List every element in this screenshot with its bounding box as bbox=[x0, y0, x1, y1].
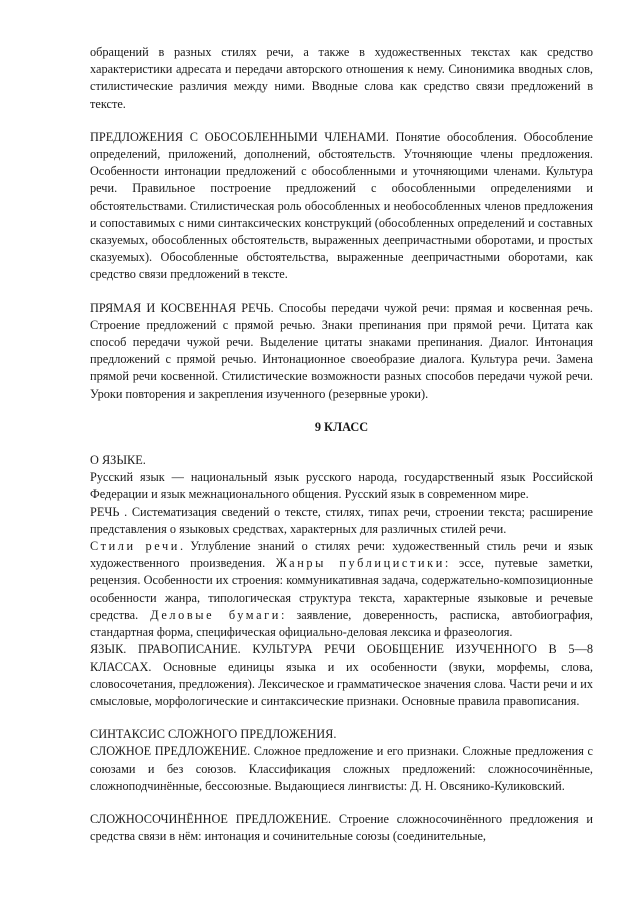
paragraph-syntax-heading: СИНТАКСИС СЛОЖНОГО ПРЕДЛОЖЕНИЯ. bbox=[90, 727, 337, 742]
paragraph-about-language: О ЯЗЫКЕ. bbox=[90, 453, 146, 468]
paragraph-direct-speech: ПРЯМАЯ И КОСВЕННАЯ РЕЧЬ. Способы передачи чужой речи: прямая и косвенная речь. Строение предложений с прямой речью. Знаки препинания при прямой речи. Цитата как способ передачи чужой речи. Выделение цитаты знаками препинания. Диалог. Интонация предложений с прямой речью. Интонационное своеобразие диалога. Культура речи. Замена прямой речи косвенной. Стилистические возможности разных способов передачи чужой речи. Уроки повторения и закрепления изученного (резервные уроки). bbox=[90, 300, 593, 401]
paragraph-gap bbox=[90, 113, 593, 129]
paragraph-isolated-members: ПРЕДЛОЖЕНИЯ С ОБОСОБЛЕННЫМИ ЧЛЕНАМИ. Понятие обособления. Обособление определений, приложений, дополнений, обстоятельств. Уточняющие члены предложения. Особенности интонации предложений с обособленными и уточняющими членами. Культура речи. Правильное построение предложений с обособленными определениями и обстоятельствами. Стилистическая роль обособленных и необособленных членов предложения и сопоставимых с ними синтаксических конструкций (обособленных определений и составных сказуемых, обособленных обстоятельств, выраженных деепричастными оборотами, и простых сказуемых). Обособленные обстоятельства, выраженные деепричастными оборотами, как средство связи предложений в тексте. bbox=[90, 129, 593, 282]
spaced-term: Жанры публицистики bbox=[275, 556, 445, 571]
paragraph-russian-language: Русский язык — национальный язык русского народа, государственный язык Российской Федерации и язык межнационального общения. Русский язык в современном мире. bbox=[90, 470, 593, 502]
paragraph-gap bbox=[90, 795, 593, 811]
grade-heading: 9 КЛАСС bbox=[314, 419, 369, 434]
text-fragment: : заявление, доверенность, расписка, автобиография, стандартная форма, специфическая официально-деловая лексика и фразеология. bbox=[90, 607, 593, 640]
paragraph-compound-sentence: СЛОЖНОСОЧИНЁННОЕ ПРЕДЛОЖЕНИЕ. Строение сложносочинённого предложения и средства связи в нём: интонация и сочинительные союзы (соединительные, bbox=[90, 811, 593, 844]
paragraph-gap bbox=[90, 284, 593, 300]
paragraph-intro: обращений в разных стилях речи, а также в художественных текстах как средство характеристики адресата и передачи авторского отношения к нему. Синонимика вводных слов, стилистические различия между ними. Вводные слова как средство связи предложений в тексте. bbox=[90, 45, 593, 111]
spaced-term: Деловые бумаги bbox=[150, 607, 281, 622]
paragraph-gap bbox=[90, 436, 593, 452]
text-fragment: . Углубление знаний о стилях речи: художественный стиль речи и язык художественного произведения. bbox=[90, 539, 593, 571]
paragraph-speech-styles bbox=[90, 538, 593, 641]
text-fragment: : эссе, путевые заметки, рецензия. Особенности их строения: коммуникативная задача, содержательно-композиционные особенности жанра, типологическая структура текста, характерные языковые и речевые средства. bbox=[90, 556, 593, 622]
paragraph-generalization: ЯЗЫК. ПРАВОПИСАНИЕ. КУЛЬТУРА РЕЧИ ОБОБЩЕНИЕ ИЗУЧЕННОГО В 5—8 КЛАССАХ. Основные единицы языка и их особенности (звуки, морфемы, слова, словосочетания, предложения). Лексическое и грамматическое значения слова. Части речи и их смысловые, морфологические и синтаксические признаки. Основные правила правописания. bbox=[90, 642, 593, 708]
paragraph-gap bbox=[90, 403, 593, 419]
spaced-term: Стили речи bbox=[90, 539, 180, 554]
document-page bbox=[90, 44, 593, 845]
paragraph-gap bbox=[90, 710, 593, 726]
paragraph-complex-sentence: СЛОЖНОЕ ПРЕДЛОЖЕНИЕ. Сложное предложение и его признаки. Сложные предложения с союзами и без союзов. Классификация сложных предложений: сложносочинённые, сложноподчинённые, бессоюзные. Выдающиеся лингвисты: Д. Н. Овсянико-Куликовский. bbox=[90, 744, 593, 793]
paragraph-speech: РЕЧЬ . Систематизация сведений о тексте, стилях, типах речи, строении текста; расширение представления о языковых средствах, характерных для различных стилей речи. bbox=[90, 504, 593, 536]
